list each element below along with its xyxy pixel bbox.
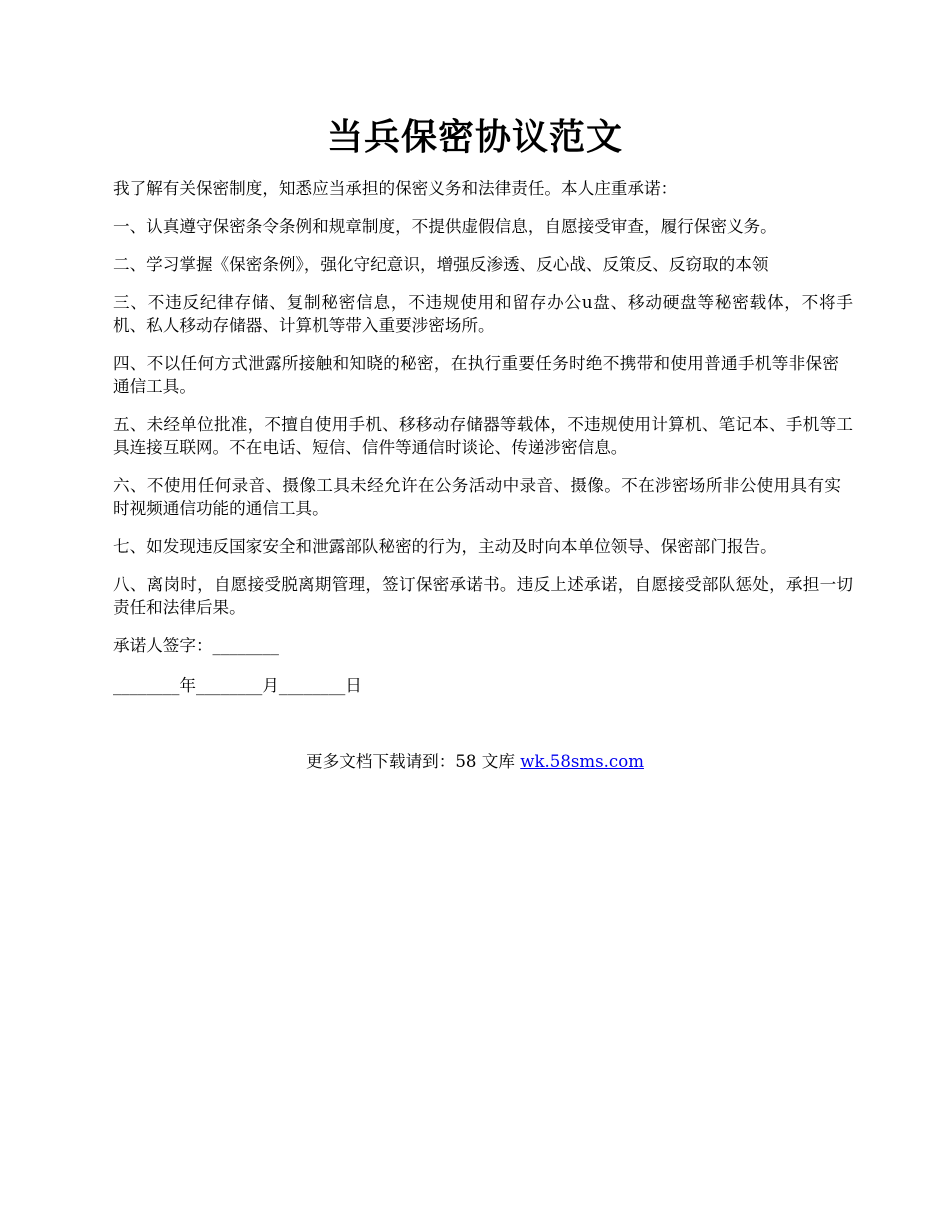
document-title: 当兵保密协议范文: [326, 116, 623, 158]
footer: [0, 750, 950, 774]
commitment-item-5: 五、未经单位批准，不擅自使用手机、移移动存储器等载体，不违规使用计算机、笔记本、手机等工具连接互联网。不在电话、短信、信件等通信时谈论、传递涉密信息。: [113, 415, 853, 457]
date-line: ________年________月________日: [113, 676, 362, 695]
intro-paragraph: 我了解有关保密制度，知悉应当承担的保密义务和法律责任。本人庄重承诺：: [113, 179, 678, 198]
commitment-item-6: 六、不使用任何录音、摄像工具未经允许在公务活动中录音、摄像。不在涉密场所非公使用具有实时视频通信功能的通信工具。: [113, 476, 841, 518]
commitment-item-3: 三、不违反纪律存储、复制秘密信息，不违规使用和留存办公u盘、移动硬盘等秘密载体，不将手机、私人移动存储器、计算机等带入重要涉密场所。: [113, 293, 853, 335]
commitment-item-7: 七、如发现违反国家安全和泄露部队秘密的行为，主动及时向本单位领导、保密部门报告。: [113, 537, 777, 556]
commitment-item-4: 四、不以任何方式泄露所接触和知晓的秘密，在执行重要任务时绝不携带和使用普通手机等非保密通信工具。: [113, 354, 839, 396]
commitment-item-1: 一、认真遵守保密条令条例和规章制度，不提供虚假信息，自愿接受审查，履行保密义务。: [113, 217, 777, 236]
footer-link[interactable]: wk.58sms.com: [520, 752, 644, 771]
footer-text: 更多文档下载请到：58 文库: [306, 752, 521, 771]
signature-line: 承诺人签字：________: [113, 636, 279, 655]
document-body: [113, 177, 853, 714]
commitment-item-8: 八、离岗时，自愿接受脱离期管理，签订保密承诺书。违反上述承诺，自愿接受部队惩处，承担一切责任和法律后果。: [113, 575, 853, 617]
commitment-item-2: 二、学习掌握《保密条例》，强化守纪意识，增强反渗透、反心战、反策反、反窃取的本领: [113, 255, 769, 274]
